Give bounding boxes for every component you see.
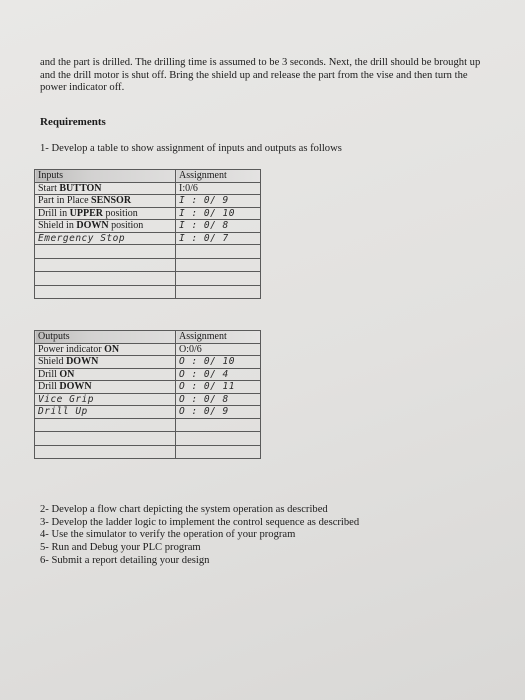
label-bold-text: UPPER <box>69 207 104 219</box>
requirement-item-1: 1- Develop a table to show assignment of inputs and outputs as follows <box>40 143 342 154</box>
inputs-row-assignment <box>176 220 261 233</box>
label-bold-text: SENSOR <box>91 195 132 206</box>
handwritten-label: Vice Grip <box>38 393 94 405</box>
outputs-row-label <box>35 368 176 381</box>
inputs-blank-row <box>35 272 261 286</box>
inputs-blank-cell <box>35 285 176 299</box>
outputs-blank-cell <box>35 432 176 446</box>
outputs-row-label <box>35 406 176 419</box>
outputs-row <box>35 356 261 369</box>
outputs-row <box>35 393 261 406</box>
inputs-row <box>35 207 261 220</box>
handwritten-label: Emergency Stop <box>38 232 126 244</box>
inputs-blank-cell <box>35 245 176 259</box>
requirement-steps-list <box>40 504 359 568</box>
inputs-header-row <box>35 170 261 183</box>
inputs-row-assignment <box>176 195 261 208</box>
label-bold-text: DOWN <box>59 381 92 392</box>
inputs-header-label: Inputs <box>35 170 176 183</box>
inputs-blank-row <box>35 245 261 259</box>
requirement-step: 4- Use the simulator to verify the operation of your program <box>40 529 296 541</box>
inputs-blank-row <box>35 285 261 299</box>
outputs-row-assignment <box>176 381 261 394</box>
outputs-row-label <box>35 343 176 356</box>
outputs-blank-row <box>35 418 261 432</box>
inputs-row <box>35 182 261 195</box>
outputs-row-assignment <box>176 368 261 381</box>
label-text: Drill <box>38 381 60 392</box>
outputs-row-assignment <box>176 356 261 369</box>
requirement-step: 5- Run and Debug your PLC program <box>40 542 201 554</box>
label-text: Start <box>38 182 60 194</box>
outputs-row-label <box>35 381 176 394</box>
label-bold-text: ON <box>59 368 75 380</box>
requirement-step: 6- Submit a report detailing your design <box>40 554 210 566</box>
inputs-blank-cell <box>176 272 261 286</box>
outputs-row-label <box>35 356 176 369</box>
inputs-row-assignment <box>176 182 261 195</box>
outputs-row-assignment <box>176 343 261 356</box>
outputs-row <box>35 406 261 419</box>
outputs-header-row <box>35 331 261 344</box>
inputs-row-label <box>35 232 176 245</box>
handwritten-assignment: O : 0/ 10 <box>179 356 235 367</box>
outputs-row-assignment <box>176 393 261 406</box>
inputs-header-assignment: Assignment <box>176 170 261 183</box>
outputs-row-assignment <box>176 406 261 419</box>
outputs-blank-row <box>35 445 261 459</box>
label-text: position <box>108 220 144 231</box>
inputs-row-label <box>35 195 176 208</box>
requirements-heading: Requirements <box>40 116 106 128</box>
handwritten-assignment: O : 0/ 9 <box>179 406 229 417</box>
handwritten-assignment: O : 0/ 11 <box>179 381 235 392</box>
inputs-row <box>35 195 261 208</box>
inputs-blank-cell <box>176 258 261 272</box>
outputs-blank-cell <box>35 418 176 432</box>
inputs-blank-cell <box>176 245 261 259</box>
label-text: Power indicator <box>38 343 105 355</box>
assignment-text: I:0/6 <box>179 182 198 194</box>
inputs-row-assignment <box>176 207 261 220</box>
handwritten-assignment: I : 0/ 10 <box>179 207 235 219</box>
inputs-row <box>35 220 261 233</box>
handwritten-assignment: I : 0/ 7 <box>179 232 229 244</box>
inputs-blank-cell <box>35 272 176 286</box>
handwritten-assignment: I : 0/ 9 <box>179 195 229 206</box>
inputs-row-label <box>35 207 176 220</box>
outputs-blank-cell <box>176 445 261 459</box>
label-text: Shield <box>38 356 67 367</box>
assignment-text: O:0/6 <box>179 343 202 355</box>
handwritten-assignment: O : 0/ 8 <box>179 393 229 405</box>
inputs-table <box>34 169 261 299</box>
label-bold-text: ON <box>104 343 120 355</box>
outputs-row-label <box>35 393 176 406</box>
inputs-row-label <box>35 220 176 233</box>
inputs-row-assignment <box>176 232 261 245</box>
outputs-header-assignment: Assignment <box>176 331 261 344</box>
label-text: Shield in <box>38 220 77 231</box>
outputs-row <box>35 343 261 356</box>
handwritten-assignment: O : 0/ 4 <box>179 368 229 380</box>
inputs-blank-row <box>35 258 261 272</box>
outputs-table <box>34 330 261 459</box>
inputs-blank-cell <box>35 258 176 272</box>
intro-paragraph: and the part is drilled. The drilling time is assumed to be 3 seconds. Next, the drill should be brought up and the drill motor is shut off. Bring the shield up and release the part from the vise and then turn the power indicator off. <box>40 57 481 94</box>
label-text: Part in Place <box>38 195 92 206</box>
outputs-row <box>35 381 261 394</box>
label-text: position <box>103 207 138 219</box>
requirement-step: 2- Develop a flow chart depicting the system operation as described <box>40 504 328 515</box>
outputs-blank-cell <box>176 432 261 446</box>
inputs-row <box>35 232 261 245</box>
outputs-row <box>35 368 261 381</box>
outputs-blank-cell <box>176 418 261 432</box>
handwritten-assignment: I : 0/ 8 <box>179 220 229 231</box>
label-bold-text: DOWN <box>66 356 99 367</box>
label-text: Drill in <box>38 207 70 219</box>
requirement-step: 3- Develop the ladder logic to implement the control sequence as described <box>40 516 360 528</box>
outputs-blank-cell <box>35 445 176 459</box>
outputs-blank-row <box>35 432 261 446</box>
inputs-row-label <box>35 182 176 195</box>
label-bold-text: DOWN <box>76 220 109 231</box>
outputs-header-label: Outputs <box>35 331 176 344</box>
inputs-blank-cell <box>176 285 261 299</box>
label-bold-text: BUTTON <box>59 182 102 194</box>
label-text: Drill <box>38 368 60 380</box>
handwritten-label: Drill Up <box>38 406 88 417</box>
